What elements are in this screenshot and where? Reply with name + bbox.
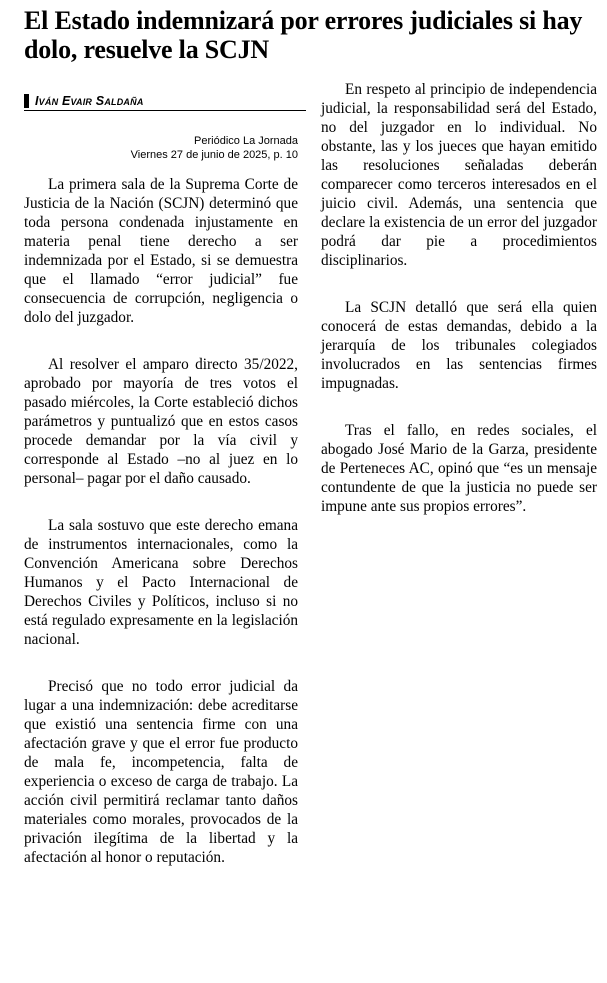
byline-marker-bar (24, 94, 29, 108)
paragraph: La SCJN detalló que será ella quien conocerá de estas demandas, debido a la jerarquía de los tribunales colegiados involucrados en las sentencias firmes impugnadas. (321, 299, 597, 392)
paragraph: Precisó que no todo error judicial da lugar a una indemnización: debe acreditarse que existió una sentencia firme con una afectación grave y que el error fue producto de mala fe, incompetencia, falta de experiencia o exceso de carga de trabajo. La acción civil permitirá reclamar tanto daños materiales como morales, provocados de la privación ilegítima de la libertad y la afectación al honor o reputación. (24, 678, 298, 866)
paragraph: La sala sostuvo que este derecho emana de instrumentos internacionales, como la Convención Americana sobre Derechos Humanos y el Pacto Internacional de Derechos Civiles y Políticos, incluso si no está regulado expresamente en la legislación nacional. (24, 517, 298, 648)
paragraph: Tras el fallo, en redes sociales, el abogado José Mario de la Garza, presidente de Perteneces AC, opinó que “es un mensaje contundente de que la justicia no puede ser impune ante sus propios errores”. (321, 422, 597, 515)
byline (24, 93, 306, 111)
source-date-page: Viernes 27 de junio de 2025, p. 10 (130, 149, 298, 161)
text-column-right (321, 80, 597, 544)
paragraph: La primera sala de la Suprema Corte de Justicia de la Nación (SCJN) determinó que toda persona condenada injustamente en materia penal tiene derecho a ser indemnizada por el Estado, si se demuestra que el llamado “error judicial” fue consecuencia de corrupción, negligencia o dolo del juzgador. (24, 176, 298, 326)
article-headline: El Estado indemnizará por errores judiciales si hay dolo, resuelve la SCJN (24, 6, 583, 64)
source-info (24, 134, 298, 162)
paragraph: Al resolver el amparo directo 35/2022, aprobado por mayoría de tres votos el pasado miércoles, la Corte estableció dichos parámetros y puntualizó que en estos casos procede demandar por la vía civil y corresponde al Estado –no al juez en lo personal– pagar por el daño causado. (24, 356, 298, 487)
paragraph: En respeto al principio de independencia judicial, la responsabilidad será del Estado, no del juzgador en lo individual. No obstante, las y los jueces que hayan emitido las resoluciones señaladas deberán comparecer como terceros interesados en el juicio civil. Además, una sentencia que declare la existencia de un error del juzgador podrá dar pie a procedimientos disciplinarios. (321, 81, 597, 269)
source-publication: Periódico La Jornada (194, 135, 298, 147)
author-name: Iván Evair Saldaña (35, 94, 144, 108)
text-column-left (24, 175, 298, 895)
